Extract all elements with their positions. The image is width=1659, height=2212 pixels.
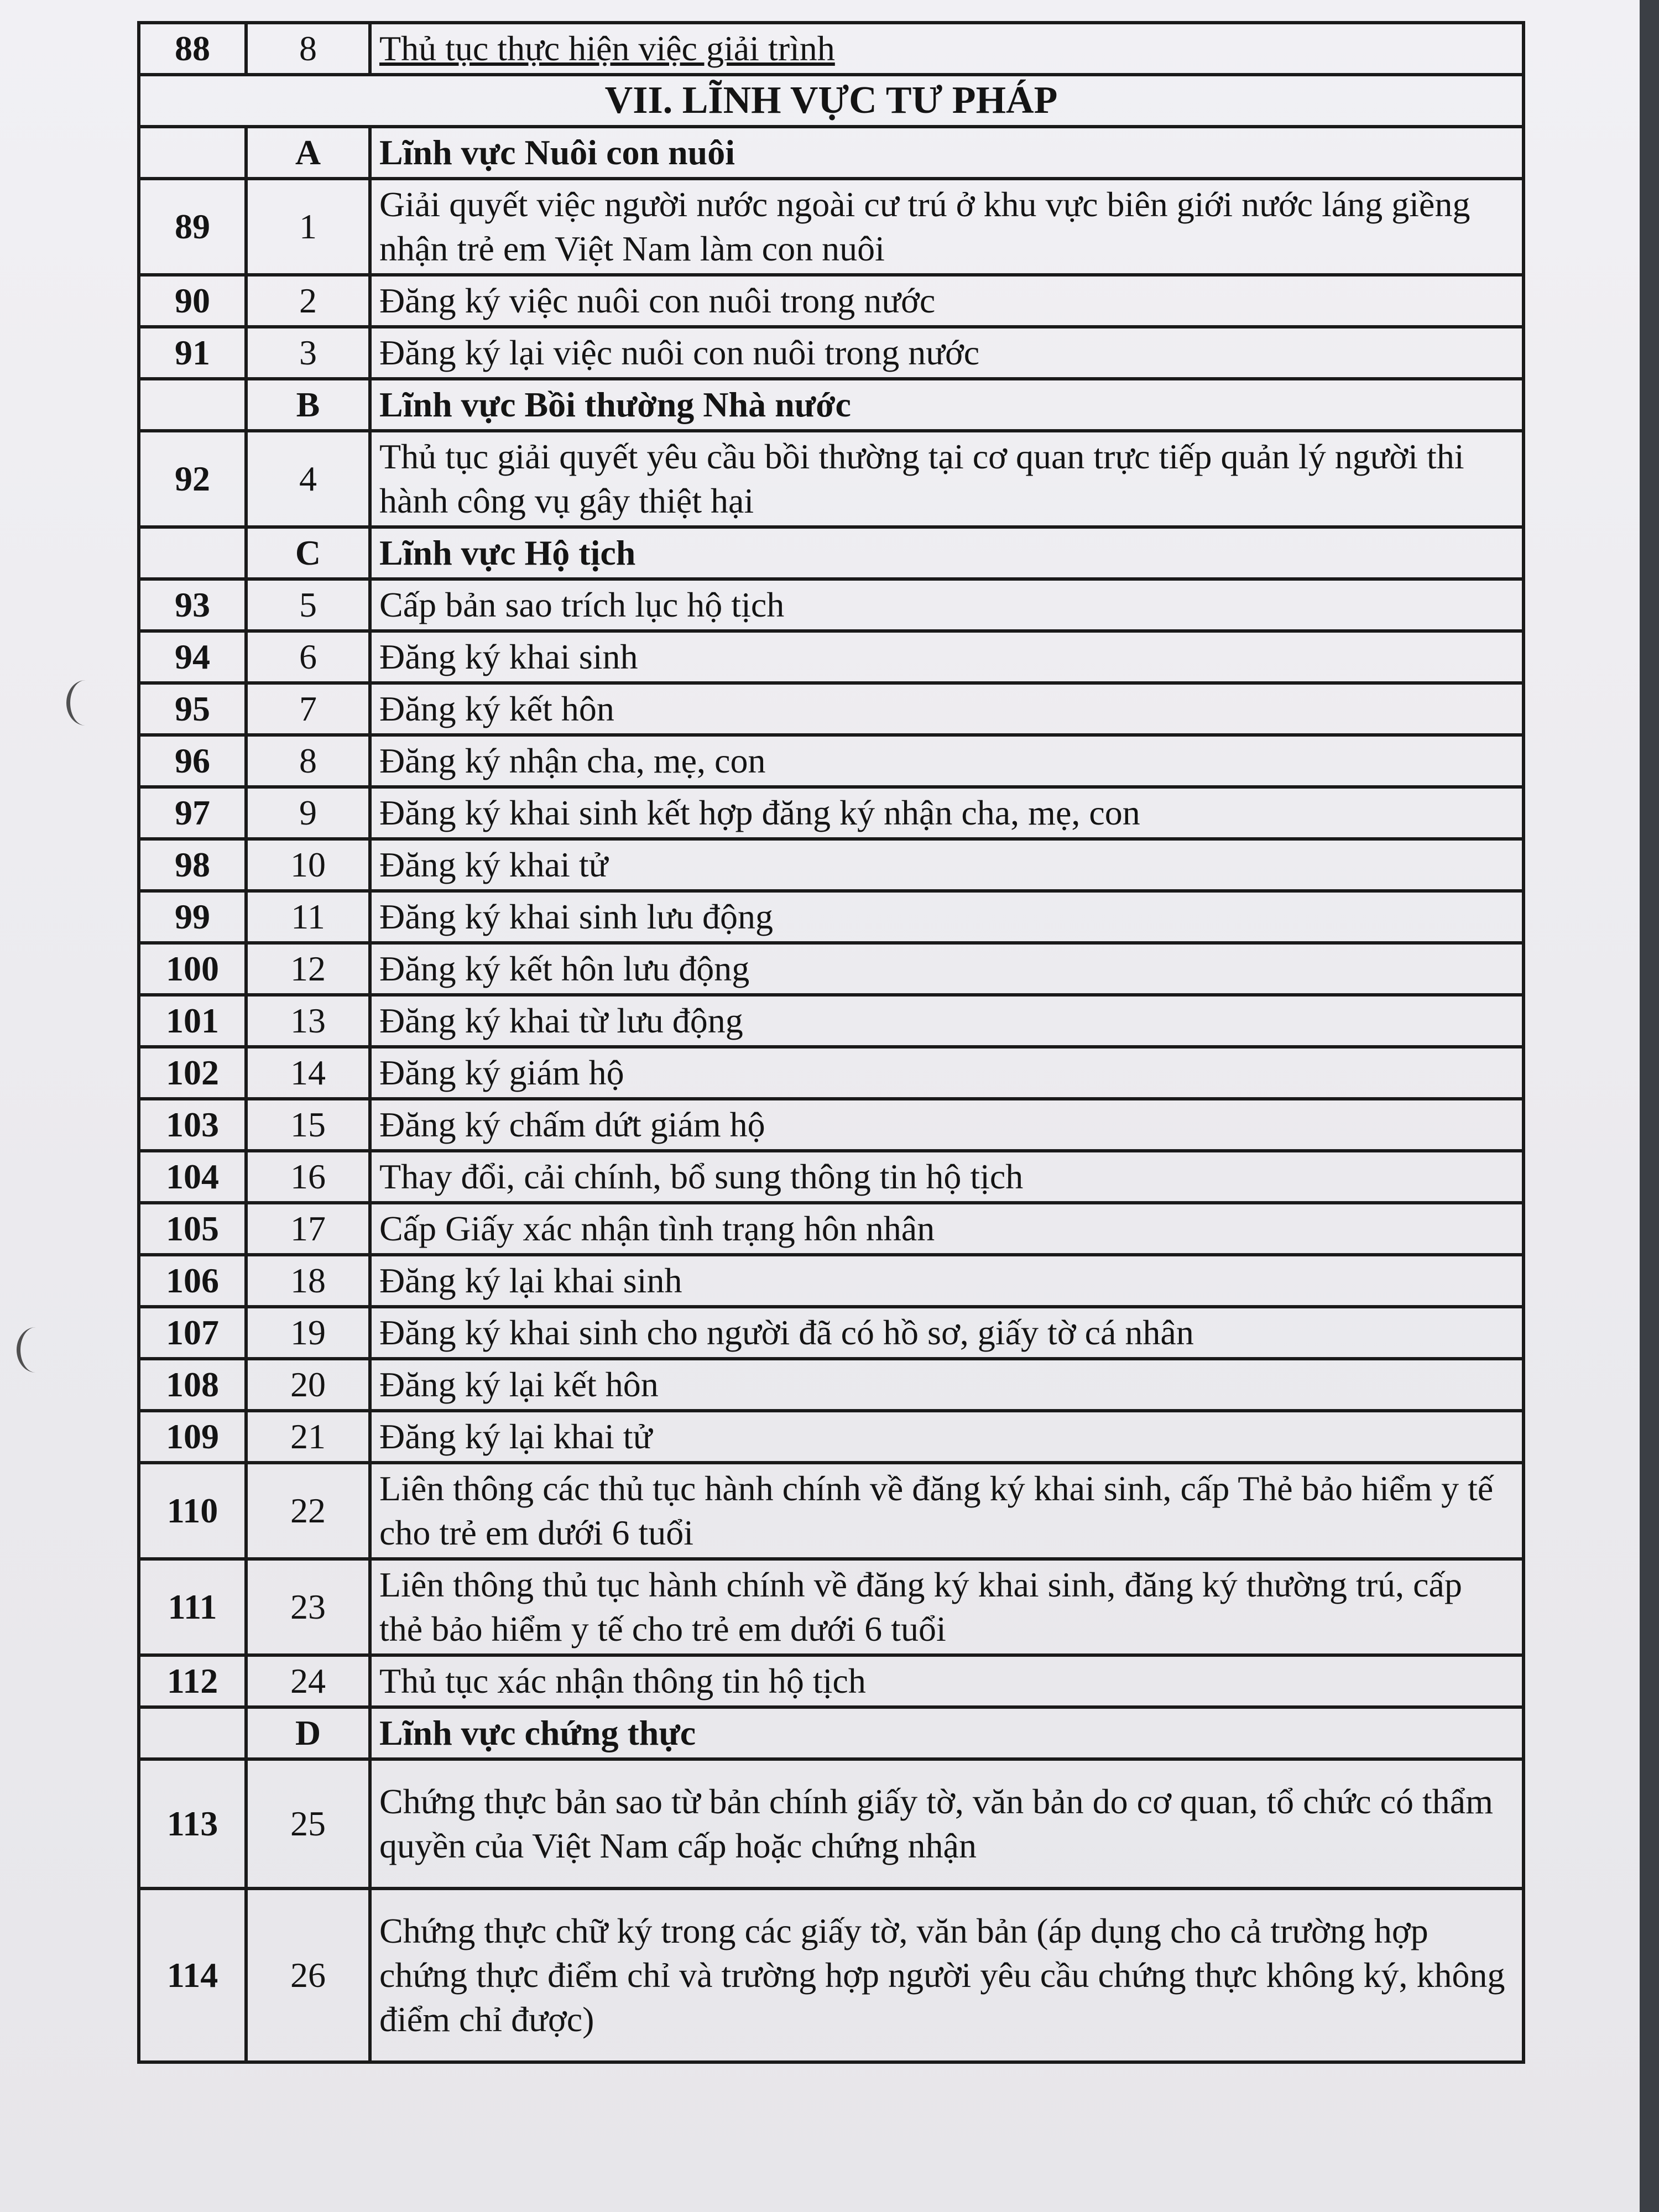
row-index: 95 [139, 683, 246, 735]
row-number: 8 [246, 735, 370, 787]
table-row [139, 179, 1524, 275]
punch-hole-mark [17, 1327, 55, 1373]
procedure-name: Liên thông các thủ tục hành chính về đăng ký khai sinh, cấp Thẻ bảo hiểm y tế cho trẻ em dưới 6 tuổi [370, 1463, 1524, 1559]
table-row [139, 1559, 1524, 1655]
procedure-name: Đăng ký kết hôn lưu động [370, 943, 1524, 995]
row-index: 89 [139, 179, 246, 275]
row-index: 93 [139, 579, 246, 631]
group-heading-row [139, 127, 1524, 179]
row-number: 17 [246, 1203, 370, 1255]
row-number: 3 [246, 327, 370, 379]
row-index: 101 [139, 995, 246, 1047]
table-row [139, 1411, 1524, 1463]
procedure-name: Đăng ký khai sinh lưu động [370, 891, 1524, 943]
row-index: 94 [139, 631, 246, 683]
table-row [139, 23, 1524, 75]
row-index: 104 [139, 1151, 246, 1203]
group-empty-cell [139, 1707, 246, 1759]
table-row [139, 1255, 1524, 1307]
row-index: 112 [139, 1655, 246, 1707]
group-empty-cell [139, 127, 246, 179]
group-letter: C [246, 527, 370, 579]
row-index: 103 [139, 1099, 246, 1151]
procedure-name: Thủ tục giải quyết yêu cầu bồi thường tại cơ quan trực tiếp quản lý người thi hành công vụ gây thiệt hại [370, 431, 1524, 527]
row-index: 109 [139, 1411, 246, 1463]
table-row [139, 891, 1524, 943]
table-row [139, 275, 1524, 327]
group-title: Lĩnh vực Bồi thường Nhà nước [370, 379, 1524, 431]
row-index: 108 [139, 1359, 246, 1411]
section-title: VII. LĨNH VỰC TƯ PHÁP [139, 75, 1524, 127]
row-number: 9 [246, 787, 370, 839]
group-letter: A [246, 127, 370, 179]
punch-hole-mark [66, 680, 105, 726]
procedure-name: Thủ tục xác nhận thông tin hộ tịch [370, 1655, 1524, 1707]
row-index: 88 [139, 23, 246, 75]
table-row [139, 1759, 1524, 1888]
procedure-name: Cấp bản sao trích lục hộ tịch [370, 579, 1524, 631]
row-number: 19 [246, 1307, 370, 1359]
row-index: 99 [139, 891, 246, 943]
table-row [139, 995, 1524, 1047]
table-row [139, 1203, 1524, 1255]
row-index: 91 [139, 327, 246, 379]
row-number: 22 [246, 1463, 370, 1559]
row-number: 4 [246, 431, 370, 527]
group-title: Lĩnh vực Nuôi con nuôi [370, 127, 1524, 179]
row-number: 2 [246, 275, 370, 327]
group-heading-row [139, 1707, 1524, 1759]
background-edge [1640, 0, 1659, 2212]
procedure-name: Liên thông thủ tục hành chính về đăng ký khai sinh, đăng ký thường trú, cấp thẻ bảo hiểm y tế cho trẻ em dưới 6 tuổi [370, 1559, 1524, 1655]
row-number: 8 [246, 23, 370, 75]
group-title: Lĩnh vực Hộ tịch [370, 527, 1524, 579]
group-heading-row [139, 527, 1524, 579]
row-number: 25 [246, 1759, 370, 1888]
row-index: 92 [139, 431, 246, 527]
procedure-name: Đăng ký giám hộ [370, 1047, 1524, 1099]
row-number: 24 [246, 1655, 370, 1707]
row-number: 14 [246, 1047, 370, 1099]
row-index: 98 [139, 839, 246, 891]
procedure-name: Đăng ký lại kết hôn [370, 1359, 1524, 1411]
group-empty-cell [139, 527, 246, 579]
table-row [139, 1655, 1524, 1707]
table-row [139, 1099, 1524, 1151]
procedure-name: Đăng ký khai tử [370, 839, 1524, 891]
row-number: 5 [246, 579, 370, 631]
table-row [139, 735, 1524, 787]
procedure-name: Đăng ký khai từ lưu động [370, 995, 1524, 1047]
group-empty-cell [139, 379, 246, 431]
table-row [139, 1359, 1524, 1411]
procedure-name: Đăng ký lại khai tử [370, 1411, 1524, 1463]
row-number: 1 [246, 179, 370, 275]
row-number: 15 [246, 1099, 370, 1151]
row-index: 106 [139, 1255, 246, 1307]
procedure-name: Đăng ký khai sinh kết hợp đăng ký nhận cha, mẹ, con [370, 787, 1524, 839]
table-row [139, 631, 1524, 683]
row-index: 110 [139, 1463, 246, 1559]
row-number: 23 [246, 1559, 370, 1655]
row-number: 7 [246, 683, 370, 735]
row-number: 16 [246, 1151, 370, 1203]
row-number: 10 [246, 839, 370, 891]
row-index: 97 [139, 787, 246, 839]
procedure-name: Cấp Giấy xác nhận tình trạng hôn nhân [370, 1203, 1524, 1255]
procedure-name: Đăng ký khai sinh cho người đã có hồ sơ, giấy tờ cá nhân [370, 1307, 1524, 1359]
table-row [139, 1151, 1524, 1203]
row-number: 20 [246, 1359, 370, 1411]
procedure-name: Đăng ký lại khai sinh [370, 1255, 1524, 1307]
table-row [139, 1463, 1524, 1559]
table-row [139, 579, 1524, 631]
group-letter: B [246, 379, 370, 431]
row-index: 90 [139, 275, 246, 327]
row-index: 107 [139, 1307, 246, 1359]
table-row [139, 1047, 1524, 1099]
table-row [139, 787, 1524, 839]
group-heading-row [139, 379, 1524, 431]
procedure-name: Chứng thực chữ ký trong các giấy tờ, văn bản (áp dụng cho cả trường hợp chứng thực điểm chỉ và trường hợp người yêu cầu chứng thực không ký, không điểm chỉ được) [370, 1888, 1524, 2062]
procedure-table [137, 21, 1525, 2064]
row-number: 12 [246, 943, 370, 995]
row-number: 26 [246, 1888, 370, 2062]
row-index: 105 [139, 1203, 246, 1255]
group-letter: D [246, 1707, 370, 1759]
procedure-name: Đăng ký chấm dứt giám hộ [370, 1099, 1524, 1151]
section-heading-row [139, 75, 1524, 127]
table-row [139, 327, 1524, 379]
row-number: 21 [246, 1411, 370, 1463]
table-row [139, 839, 1524, 891]
group-title: Lĩnh vực chứng thực [370, 1707, 1524, 1759]
procedure-name: Đăng ký nhận cha, mẹ, con [370, 735, 1524, 787]
row-number: 18 [246, 1255, 370, 1307]
procedure-name: Thay đổi, cải chính, bổ sung thông tin hộ tịch [370, 1151, 1524, 1203]
row-index: 113 [139, 1759, 246, 1888]
row-number: 6 [246, 631, 370, 683]
procedure-name: Đăng ký kết hôn [370, 683, 1524, 735]
row-index: 96 [139, 735, 246, 787]
procedure-name: Giải quyết việc người nước ngoài cư trú ở khu vực biên giới nước láng giềng nhận trẻ em Việt Nam làm con nuôi [370, 179, 1524, 275]
procedure-name: Thủ tục thực hiện việc giải trình [370, 23, 1524, 75]
table-row [139, 683, 1524, 735]
row-index: 114 [139, 1888, 246, 2062]
procedure-table-body [139, 23, 1524, 2062]
row-index: 100 [139, 943, 246, 995]
row-number: 11 [246, 891, 370, 943]
procedure-name: Đăng ký khai sinh [370, 631, 1524, 683]
procedure-name: Chứng thực bản sao từ bản chính giấy tờ, văn bản do cơ quan, tổ chức có thẩm quyền của Việt Nam cấp hoặc chứng nhận [370, 1759, 1524, 1888]
row-number: 13 [246, 995, 370, 1047]
table-row [139, 1888, 1524, 2062]
procedure-name: Đăng ký việc nuôi con nuôi trong nước [370, 275, 1524, 327]
table-row [139, 1307, 1524, 1359]
table-row [139, 943, 1524, 995]
row-index: 111 [139, 1559, 246, 1655]
row-index: 102 [139, 1047, 246, 1099]
table-row [139, 431, 1524, 527]
procedure-name: Đăng ký lại việc nuôi con nuôi trong nước [370, 327, 1524, 379]
